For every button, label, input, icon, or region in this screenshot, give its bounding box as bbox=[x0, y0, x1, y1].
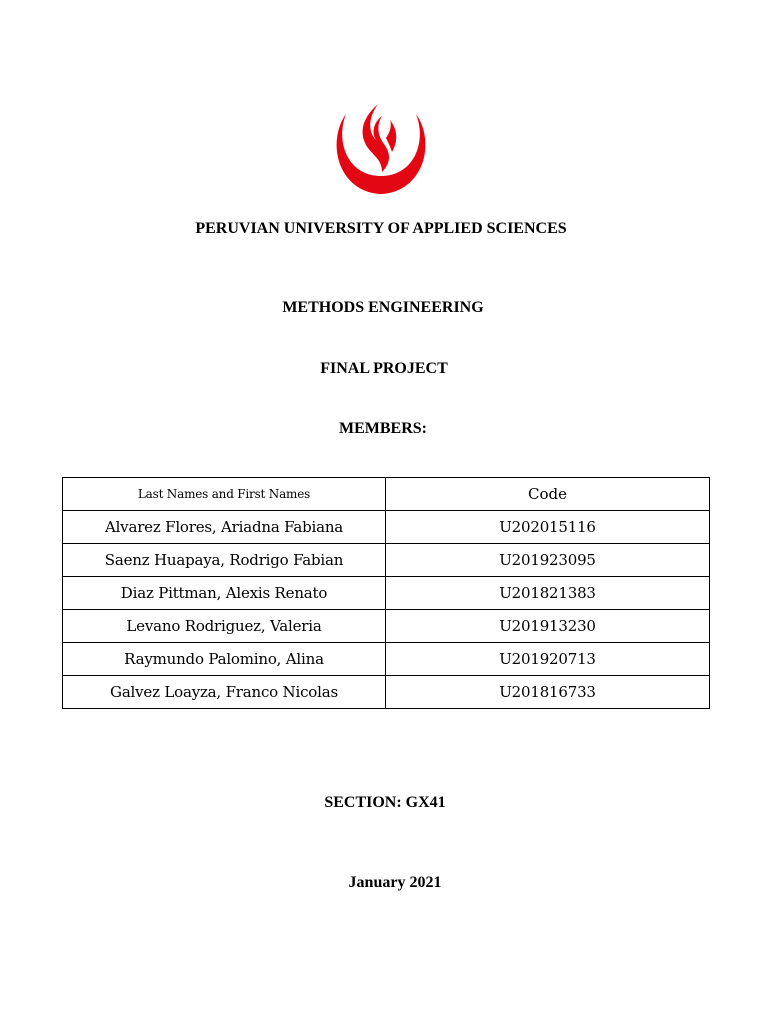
member-name: Saenz Huapaya, Rodrigo Fabian bbox=[63, 544, 386, 577]
member-code: U201816733 bbox=[386, 676, 710, 709]
document-date: January 2021 bbox=[348, 874, 442, 891]
member-code: U201920713 bbox=[386, 643, 710, 676]
members-table bbox=[62, 477, 710, 709]
logo-flame-inner bbox=[386, 120, 396, 152]
member-code: U202015116 bbox=[386, 511, 710, 544]
member-name: Alvarez Flores, Ariadna Fabiana bbox=[63, 511, 386, 544]
table-row bbox=[63, 511, 710, 544]
logo-flame bbox=[363, 104, 389, 172]
university-logo bbox=[332, 102, 430, 196]
member-code: U201821383 bbox=[386, 577, 710, 610]
members-label: MEMBERS: bbox=[339, 420, 427, 437]
table-row bbox=[63, 577, 710, 610]
course-title: METHODS ENGINEERING bbox=[282, 299, 484, 316]
university-name: PERUVIAN UNIVERSITY OF APPLIED SCIENCES bbox=[195, 220, 567, 237]
header-name: Last Names and First Names bbox=[63, 478, 386, 511]
member-name: Levano Rodriguez, Valeria bbox=[63, 610, 386, 643]
member-name: Diaz Pittman, Alexis Renato bbox=[63, 577, 386, 610]
member-name: Raymundo Palomino, Alina bbox=[63, 643, 386, 676]
member-name: Galvez Loayza, Franco Nicolas bbox=[63, 676, 386, 709]
table-row bbox=[63, 643, 710, 676]
member-code: U201913230 bbox=[386, 610, 710, 643]
member-code: U201923095 bbox=[386, 544, 710, 577]
section-label: SECTION: GX41 bbox=[324, 794, 446, 811]
header-code: Code bbox=[386, 478, 710, 511]
table-row bbox=[63, 610, 710, 643]
table-row bbox=[63, 676, 710, 709]
table-header-row bbox=[63, 478, 710, 511]
project-title: FINAL PROJECT bbox=[320, 360, 448, 377]
table-row bbox=[63, 544, 710, 577]
